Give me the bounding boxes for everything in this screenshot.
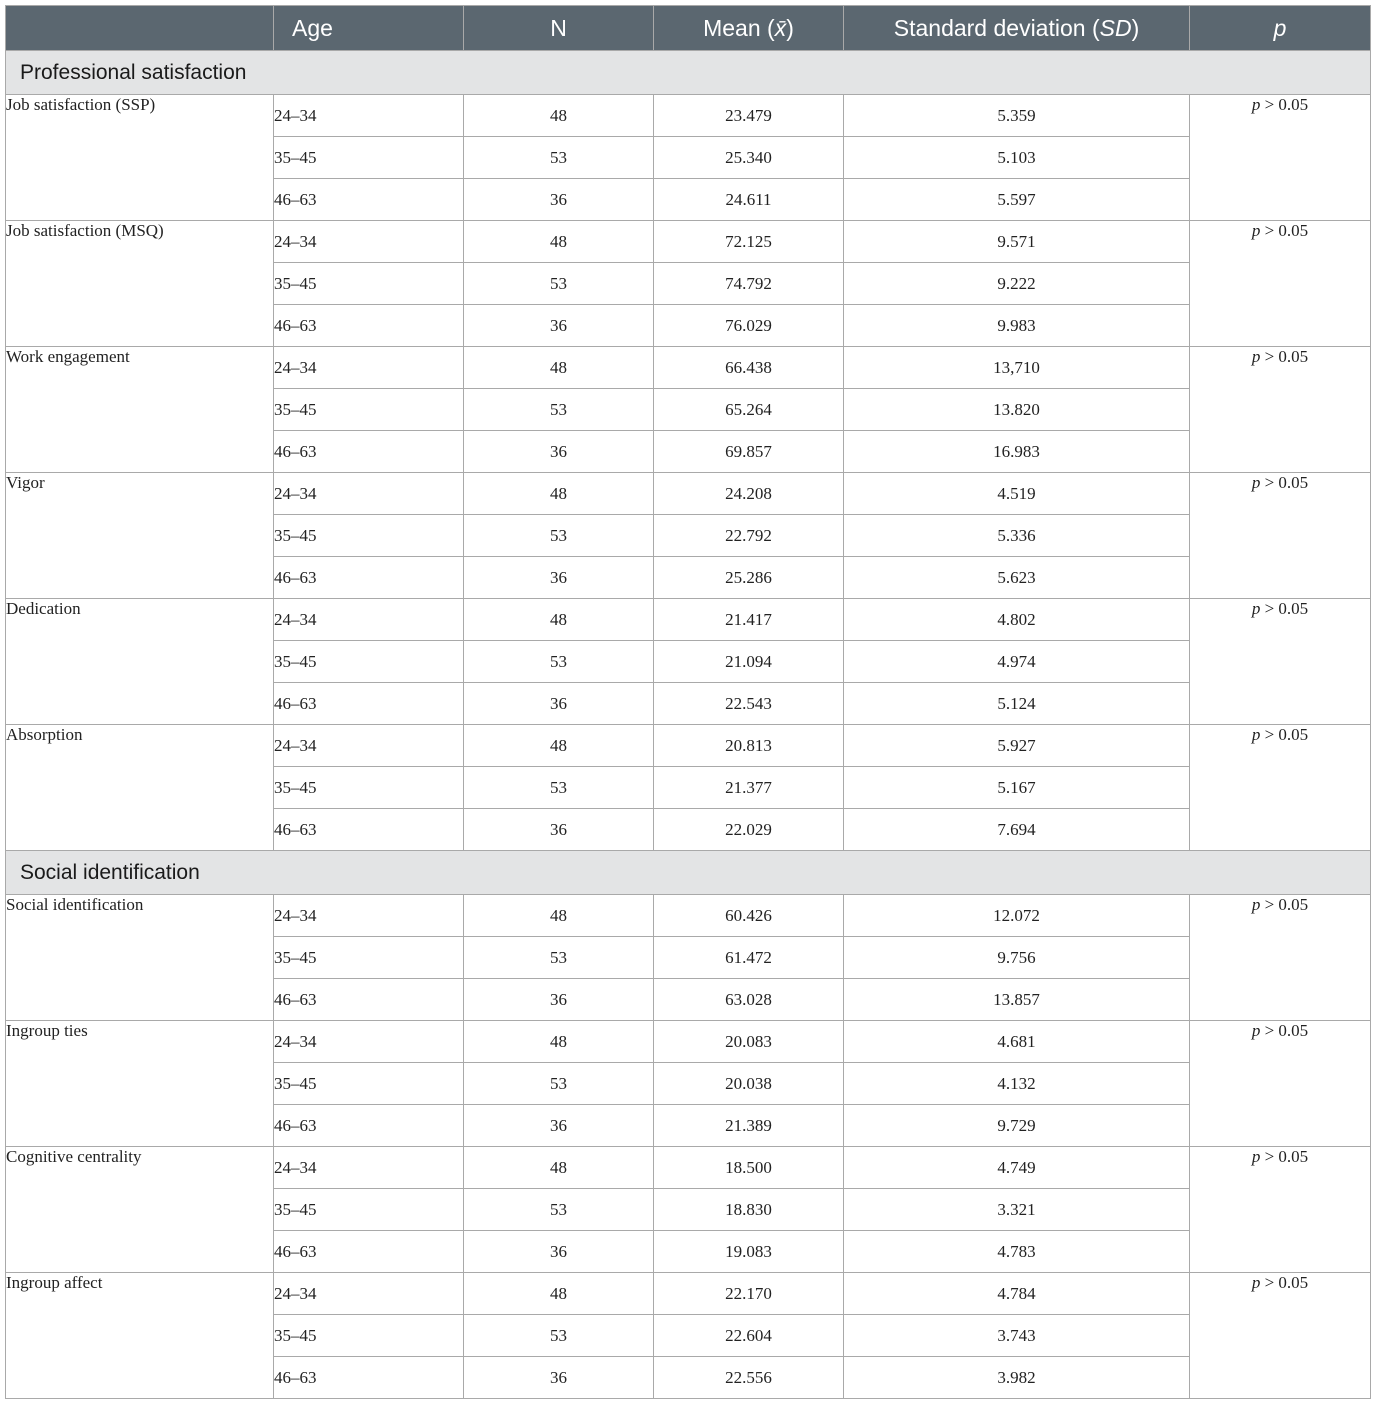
p-symbol: p bbox=[1251, 1021, 1261, 1040]
p-value-text: > 0.05 bbox=[1260, 347, 1309, 366]
mean-cell: 25.340 bbox=[654, 137, 844, 179]
p-value-cell bbox=[1190, 473, 1371, 599]
header-p-symbol: p bbox=[1273, 14, 1287, 41]
table-body bbox=[6, 51, 1371, 1399]
sd-cell: 4.802 bbox=[844, 599, 1190, 641]
n-cell: 48 bbox=[464, 599, 654, 641]
mean-cell: 65.264 bbox=[654, 389, 844, 431]
section-row bbox=[6, 851, 1371, 895]
p-value-cell bbox=[1190, 599, 1371, 725]
age-cell: 46–63 bbox=[274, 683, 464, 725]
n-cell: 53 bbox=[464, 263, 654, 305]
n-cell: 48 bbox=[464, 95, 654, 137]
p-symbol: p bbox=[1251, 347, 1261, 366]
mean-cell: 61.472 bbox=[654, 937, 844, 979]
n-cell: 36 bbox=[464, 557, 654, 599]
age-cell: 35–45 bbox=[274, 937, 464, 979]
n-cell: 48 bbox=[464, 347, 654, 389]
sd-cell: 4.132 bbox=[844, 1063, 1190, 1105]
n-cell: 36 bbox=[464, 683, 654, 725]
sd-cell: 3.743 bbox=[844, 1315, 1190, 1357]
measure-name: Vigor bbox=[6, 473, 274, 599]
n-cell: 36 bbox=[464, 1105, 654, 1147]
p-value-cell bbox=[1190, 1021, 1371, 1147]
header-sd-suffix: ) bbox=[1131, 14, 1140, 41]
p-value-text: > 0.05 bbox=[1260, 1273, 1309, 1292]
age-cell: 46–63 bbox=[274, 809, 464, 851]
p-value-text: > 0.05 bbox=[1260, 221, 1309, 240]
table-row bbox=[6, 221, 1371, 263]
age-cell: 24–34 bbox=[274, 473, 464, 515]
measure-name: Social identification bbox=[6, 895, 274, 1021]
measure-name: Job satisfaction (MSQ) bbox=[6, 221, 274, 347]
header-mean bbox=[654, 6, 844, 51]
age-cell: 35–45 bbox=[274, 515, 464, 557]
p-symbol: p bbox=[1251, 473, 1261, 492]
n-cell: 53 bbox=[464, 641, 654, 683]
mean-cell: 18.500 bbox=[654, 1147, 844, 1189]
age-cell: 35–45 bbox=[274, 767, 464, 809]
header-age: Age bbox=[274, 6, 464, 51]
sd-cell: 5.359 bbox=[844, 95, 1190, 137]
n-cell: 48 bbox=[464, 1021, 654, 1063]
p-value-text: > 0.05 bbox=[1260, 1021, 1309, 1040]
n-cell: 36 bbox=[464, 179, 654, 221]
sd-cell: 4.749 bbox=[844, 1147, 1190, 1189]
section-row bbox=[6, 51, 1371, 95]
mean-cell: 72.125 bbox=[654, 221, 844, 263]
sd-cell: 5.623 bbox=[844, 557, 1190, 599]
mean-cell: 21.389 bbox=[654, 1105, 844, 1147]
section-title: Professional satisfaction bbox=[6, 51, 1371, 95]
sd-cell: 13.857 bbox=[844, 979, 1190, 1021]
mean-cell: 20.038 bbox=[654, 1063, 844, 1105]
sd-cell: 4.681 bbox=[844, 1021, 1190, 1063]
p-symbol: p bbox=[1251, 95, 1261, 114]
measure-name: Ingroup affect bbox=[6, 1273, 274, 1399]
measure-name: Dedication bbox=[6, 599, 274, 725]
p-symbol: p bbox=[1251, 895, 1261, 914]
p-value-cell bbox=[1190, 895, 1371, 1021]
n-cell: 48 bbox=[464, 1273, 654, 1315]
n-cell: 36 bbox=[464, 431, 654, 473]
table-row bbox=[6, 95, 1371, 137]
sd-cell: 16.983 bbox=[844, 431, 1190, 473]
mean-cell: 20.813 bbox=[654, 725, 844, 767]
p-value-text: > 0.05 bbox=[1260, 725, 1309, 744]
sd-cell: 5.927 bbox=[844, 725, 1190, 767]
header-mean-prefix: Mean ( bbox=[703, 14, 775, 41]
n-cell: 53 bbox=[464, 767, 654, 809]
measure-name: Job satisfaction (SSP) bbox=[6, 95, 274, 221]
mean-cell: 23.479 bbox=[654, 95, 844, 137]
statistics-table bbox=[5, 5, 1371, 1399]
sd-cell: 9.756 bbox=[844, 937, 1190, 979]
table-row bbox=[6, 599, 1371, 641]
measure-name: Work engagement bbox=[6, 347, 274, 473]
sd-cell: 9.729 bbox=[844, 1105, 1190, 1147]
age-cell: 24–34 bbox=[274, 725, 464, 767]
n-cell: 48 bbox=[464, 725, 654, 767]
age-cell: 46–63 bbox=[274, 557, 464, 599]
p-value-cell bbox=[1190, 221, 1371, 347]
table-row bbox=[6, 1147, 1371, 1189]
age-cell: 35–45 bbox=[274, 1189, 464, 1231]
sd-cell: 5.167 bbox=[844, 767, 1190, 809]
sd-cell: 12.072 bbox=[844, 895, 1190, 937]
mean-cell: 22.170 bbox=[654, 1273, 844, 1315]
header-sd-prefix: Standard deviation ( bbox=[893, 14, 1100, 41]
p-symbol: p bbox=[1251, 1147, 1261, 1166]
header-mean-symbol: x̄ bbox=[774, 14, 787, 41]
age-cell: 46–63 bbox=[274, 1357, 464, 1399]
age-cell: 24–34 bbox=[274, 95, 464, 137]
age-cell: 24–34 bbox=[274, 1273, 464, 1315]
n-cell: 48 bbox=[464, 473, 654, 515]
sd-cell: 13,710 bbox=[844, 347, 1190, 389]
n-cell: 36 bbox=[464, 1231, 654, 1273]
n-cell: 36 bbox=[464, 809, 654, 851]
table-row bbox=[6, 725, 1371, 767]
p-value-text: > 0.05 bbox=[1260, 895, 1309, 914]
n-cell: 53 bbox=[464, 1063, 654, 1105]
age-cell: 46–63 bbox=[274, 179, 464, 221]
header-mean-suffix: ) bbox=[786, 14, 794, 41]
mean-cell: 21.417 bbox=[654, 599, 844, 641]
p-symbol: p bbox=[1251, 599, 1261, 618]
mean-cell: 66.438 bbox=[654, 347, 844, 389]
mean-cell: 24.208 bbox=[654, 473, 844, 515]
p-value-text: > 0.05 bbox=[1260, 473, 1309, 492]
age-cell: 35–45 bbox=[274, 1063, 464, 1105]
p-value-text: > 0.05 bbox=[1260, 95, 1309, 114]
header-sd bbox=[844, 6, 1190, 51]
sd-cell: 4.519 bbox=[844, 473, 1190, 515]
header-sd-symbol: SD bbox=[1099, 14, 1132, 41]
mean-cell: 21.377 bbox=[654, 767, 844, 809]
p-value-cell bbox=[1190, 347, 1371, 473]
sd-cell: 5.597 bbox=[844, 179, 1190, 221]
sd-cell: 9.222 bbox=[844, 263, 1190, 305]
n-cell: 48 bbox=[464, 1147, 654, 1189]
p-value-text: > 0.05 bbox=[1260, 1147, 1309, 1166]
mean-cell: 22.543 bbox=[654, 683, 844, 725]
mean-cell: 20.083 bbox=[654, 1021, 844, 1063]
header-row bbox=[6, 6, 1371, 51]
mean-cell: 24.611 bbox=[654, 179, 844, 221]
mean-cell: 22.029 bbox=[654, 809, 844, 851]
age-cell: 24–34 bbox=[274, 895, 464, 937]
header-p bbox=[1190, 6, 1371, 51]
sd-cell: 4.784 bbox=[844, 1273, 1190, 1315]
age-cell: 46–63 bbox=[274, 305, 464, 347]
header-blank bbox=[6, 6, 274, 51]
mean-cell: 19.083 bbox=[654, 1231, 844, 1273]
sd-cell: 5.103 bbox=[844, 137, 1190, 179]
n-cell: 53 bbox=[464, 937, 654, 979]
mean-cell: 22.604 bbox=[654, 1315, 844, 1357]
age-cell: 35–45 bbox=[274, 137, 464, 179]
mean-cell: 18.830 bbox=[654, 1189, 844, 1231]
age-cell: 24–34 bbox=[274, 599, 464, 641]
age-cell: 46–63 bbox=[274, 431, 464, 473]
sd-cell: 13.820 bbox=[844, 389, 1190, 431]
table-header bbox=[6, 6, 1371, 51]
age-cell: 24–34 bbox=[274, 347, 464, 389]
mean-cell: 21.094 bbox=[654, 641, 844, 683]
n-cell: 53 bbox=[464, 515, 654, 557]
p-value-cell bbox=[1190, 1147, 1371, 1273]
header-n: N bbox=[464, 6, 654, 51]
sd-cell: 5.124 bbox=[844, 683, 1190, 725]
measure-name: Cognitive centrality bbox=[6, 1147, 274, 1273]
p-value-cell bbox=[1190, 95, 1371, 221]
p-symbol: p bbox=[1251, 1273, 1261, 1292]
section-title: Social identification bbox=[6, 851, 1371, 895]
n-cell: 53 bbox=[464, 137, 654, 179]
n-cell: 36 bbox=[464, 979, 654, 1021]
sd-cell: 3.982 bbox=[844, 1357, 1190, 1399]
sd-cell: 5.336 bbox=[844, 515, 1190, 557]
n-cell: 48 bbox=[464, 221, 654, 263]
measure-name: Ingroup ties bbox=[6, 1021, 274, 1147]
sd-cell: 7.694 bbox=[844, 809, 1190, 851]
mean-cell: 76.029 bbox=[654, 305, 844, 347]
mean-cell: 60.426 bbox=[654, 895, 844, 937]
sd-cell: 9.571 bbox=[844, 221, 1190, 263]
table-row bbox=[6, 473, 1371, 515]
mean-cell: 22.556 bbox=[654, 1357, 844, 1399]
p-value-text: > 0.05 bbox=[1260, 599, 1309, 618]
age-cell: 35–45 bbox=[274, 641, 464, 683]
age-cell: 35–45 bbox=[274, 1315, 464, 1357]
sd-cell: 3.321 bbox=[844, 1189, 1190, 1231]
age-cell: 24–34 bbox=[274, 1147, 464, 1189]
sd-cell: 4.974 bbox=[844, 641, 1190, 683]
p-value-cell bbox=[1190, 1273, 1371, 1399]
mean-cell: 22.792 bbox=[654, 515, 844, 557]
age-cell: 46–63 bbox=[274, 979, 464, 1021]
n-cell: 53 bbox=[464, 1189, 654, 1231]
n-cell: 53 bbox=[464, 1315, 654, 1357]
n-cell: 48 bbox=[464, 895, 654, 937]
p-symbol: p bbox=[1251, 725, 1261, 744]
age-cell: 46–63 bbox=[274, 1231, 464, 1273]
table-row bbox=[6, 1021, 1371, 1063]
age-cell: 24–34 bbox=[274, 221, 464, 263]
n-cell: 53 bbox=[464, 389, 654, 431]
age-cell: 24–34 bbox=[274, 1021, 464, 1063]
table-row bbox=[6, 1273, 1371, 1315]
p-value-cell bbox=[1190, 725, 1371, 851]
age-cell: 35–45 bbox=[274, 389, 464, 431]
table-row bbox=[6, 895, 1371, 937]
sd-cell: 4.783 bbox=[844, 1231, 1190, 1273]
mean-cell: 25.286 bbox=[654, 557, 844, 599]
age-cell: 46–63 bbox=[274, 1105, 464, 1147]
table-row bbox=[6, 347, 1371, 389]
age-cell: 35–45 bbox=[274, 263, 464, 305]
measure-name: Absorption bbox=[6, 725, 274, 851]
mean-cell: 69.857 bbox=[654, 431, 844, 473]
p-symbol: p bbox=[1251, 221, 1261, 240]
sd-cell: 9.983 bbox=[844, 305, 1190, 347]
mean-cell: 63.028 bbox=[654, 979, 844, 1021]
n-cell: 36 bbox=[464, 305, 654, 347]
mean-cell: 74.792 bbox=[654, 263, 844, 305]
n-cell: 36 bbox=[464, 1357, 654, 1399]
